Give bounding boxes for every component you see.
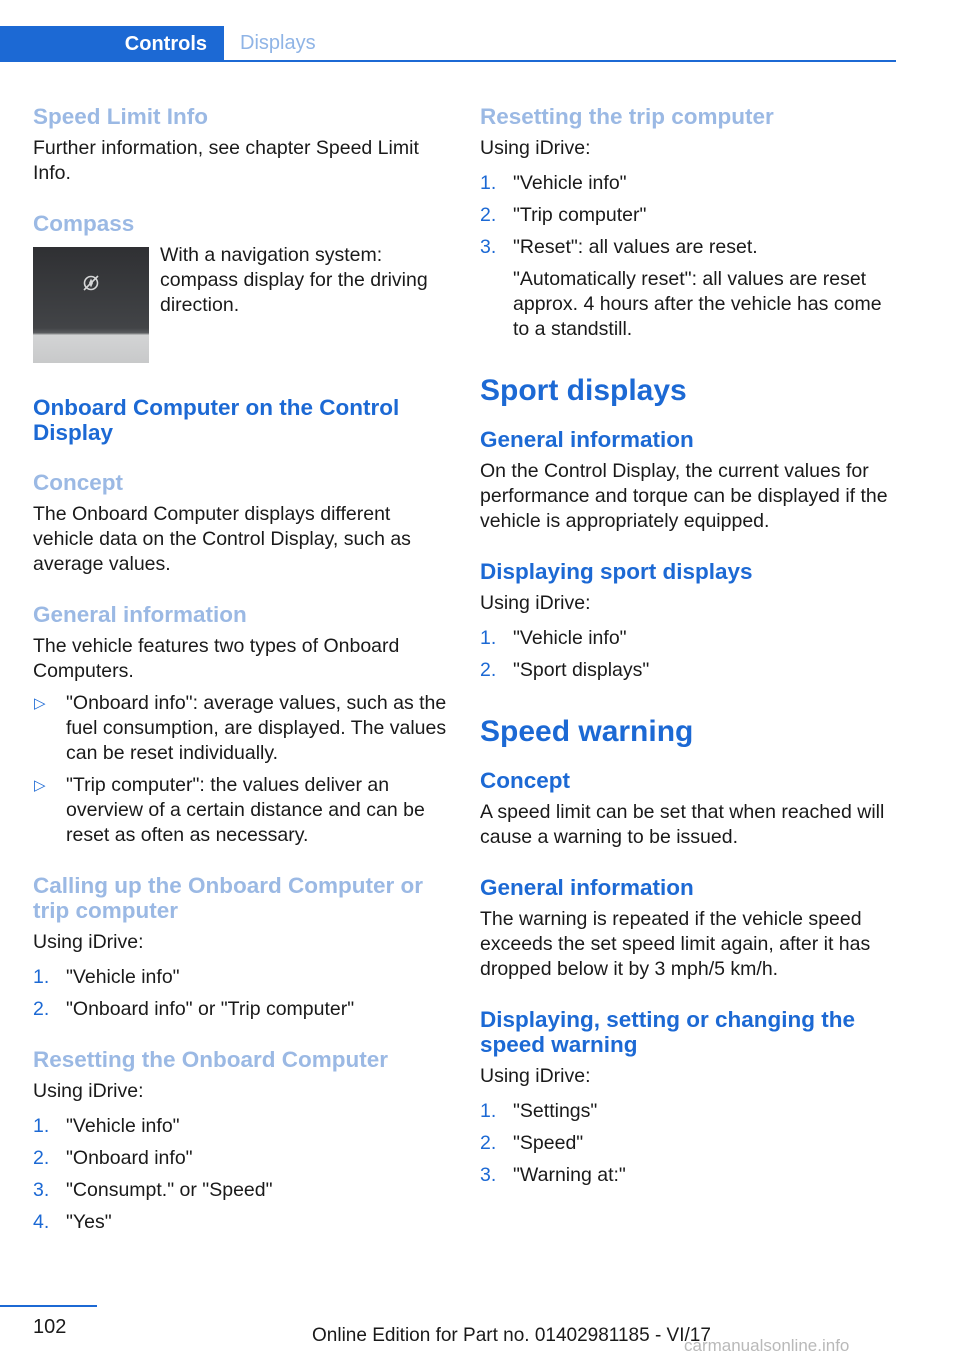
- list-item: 3. "Warning at:": [480, 1164, 626, 1186]
- list-item: 2. "Onboard info": [33, 1147, 193, 1169]
- onboard-computer-heading: Onboard Computer on the Control Display: [33, 395, 400, 445]
- resetting-onboard-intro: Using iDrive:: [33, 1080, 144, 1102]
- page-number: 102: [33, 1316, 67, 1338]
- speed-limit-info-text: Further information, see chapter Speed Limit Info.: [33, 137, 419, 184]
- list-item: 1. "Vehicle info": [480, 172, 627, 194]
- displaying-sport-steps: [480, 626, 900, 683]
- speed-warning-heading: Speed warning: [480, 715, 694, 748]
- sport-displays-heading: Sport displays: [480, 374, 687, 407]
- list-item: 2. "Speed": [480, 1132, 584, 1154]
- list-item: 2. "Sport displays": [480, 659, 650, 681]
- chapter-header: [0, 26, 896, 62]
- list-item: 1. "Vehicle info": [33, 1115, 180, 1137]
- list-item: 1. "Vehicle info": [480, 627, 627, 649]
- header-divider: [0, 60, 896, 62]
- footer-divider: [0, 1305, 97, 1307]
- concept-text: The Onboard Computer displays different vehicle data on the Control Display, such as average values.: [33, 503, 411, 575]
- tab-controls[interactable]: Controls: [0, 26, 224, 62]
- speed-setting-heading: Displaying, setting or changing the speed warning: [480, 1007, 856, 1057]
- tab-displays[interactable]: Displays: [240, 31, 316, 54]
- list-item: 2. "Trip computer": [480, 204, 647, 226]
- triangle-bullet-icon: ▷: [34, 777, 46, 794]
- concept-heading: Concept: [33, 470, 123, 495]
- resetting-onboard-heading: Resetting the Onboard Computer: [33, 1047, 389, 1072]
- list-item: 3. "Consumpt." or "Speed": [33, 1179, 273, 1201]
- compass-display-image: [33, 247, 149, 363]
- resetting-trip-heading: Resetting the trip computer: [480, 104, 774, 129]
- right-column: [480, 100, 900, 1195]
- compass-off-icon: [81, 273, 101, 293]
- sport-general-text: On the Control Display, the current values for performance and torque can be displayed if the vehicle is appropriately equipped.: [480, 460, 888, 532]
- compass-heading: Compass: [33, 211, 135, 236]
- list-item: 1. "Settings": [480, 1100, 598, 1122]
- list-item: 3. "Reset": all values are reset. "Automatically reset": all values are reset approx. 4 hours after the vehicle has come to a standstill.: [480, 235, 900, 342]
- speed-setting-intro: Using iDrive:: [480, 1065, 591, 1087]
- watermark: carmanualsonline.info: [684, 1336, 850, 1355]
- edition-text: Online Edition for Part no. 01402981185 - VI/17: [312, 1325, 711, 1346]
- triangle-bullet-icon: ▷: [34, 695, 46, 712]
- general-info-heading: General information: [33, 602, 247, 627]
- compass-text: With a navigation system: compass display for the driving direction.: [160, 244, 428, 316]
- general-info-text: The vehicle features two types of Onboard Computers.: [33, 635, 400, 682]
- list-item: 1. "Vehicle info": [33, 966, 180, 988]
- compass-block: [33, 244, 448, 363]
- calling-up-intro: Using iDrive:: [33, 931, 144, 953]
- auto-reset-note: "Automatically reset": all values are reset approx. 4 hours after the vehicle has come to a standstill.: [513, 268, 882, 340]
- resetting-onboard-steps: [33, 1114, 448, 1235]
- calling-up-steps: [33, 965, 448, 1022]
- computer-types-list: [33, 691, 448, 848]
- speed-concept-heading: Concept: [480, 768, 570, 793]
- speed-general-text: The warning is repeated if the vehicle speed exceeds the set speed limit again, after it has dropped below it by 3 mph/5 km/h.: [480, 908, 871, 980]
- displaying-sport-heading: Displaying sport displays: [480, 559, 753, 584]
- speed-general-heading: General information: [480, 875, 694, 900]
- speed-limit-info-heading: Speed Limit Info: [33, 104, 209, 129]
- calling-up-heading: Calling up the Onboard Computer or trip computer: [33, 873, 423, 923]
- resetting-trip-intro: Using iDrive:: [480, 137, 591, 159]
- list-item: 2. "Onboard info" or "Trip computer": [33, 998, 355, 1020]
- resetting-trip-steps: [480, 171, 900, 342]
- list-item: ▷ "Trip computer": the values deliver an overview of a certain distance and can be reset as often as necessary.: [34, 774, 425, 846]
- displaying-sport-intro: Using iDrive:: [480, 592, 591, 614]
- list-item: 4. "Yes": [33, 1211, 112, 1233]
- speed-concept-text: A speed limit can be set that when reached will cause a warning to be issued.: [480, 801, 885, 848]
- speed-setting-steps: [480, 1099, 900, 1188]
- left-column: [33, 100, 448, 1242]
- sport-general-heading: General information: [480, 427, 694, 452]
- list-item: ▷ "Onboard info": average values, such as the fuel consumption, are displayed. The values can be reset individually.: [34, 692, 447, 764]
